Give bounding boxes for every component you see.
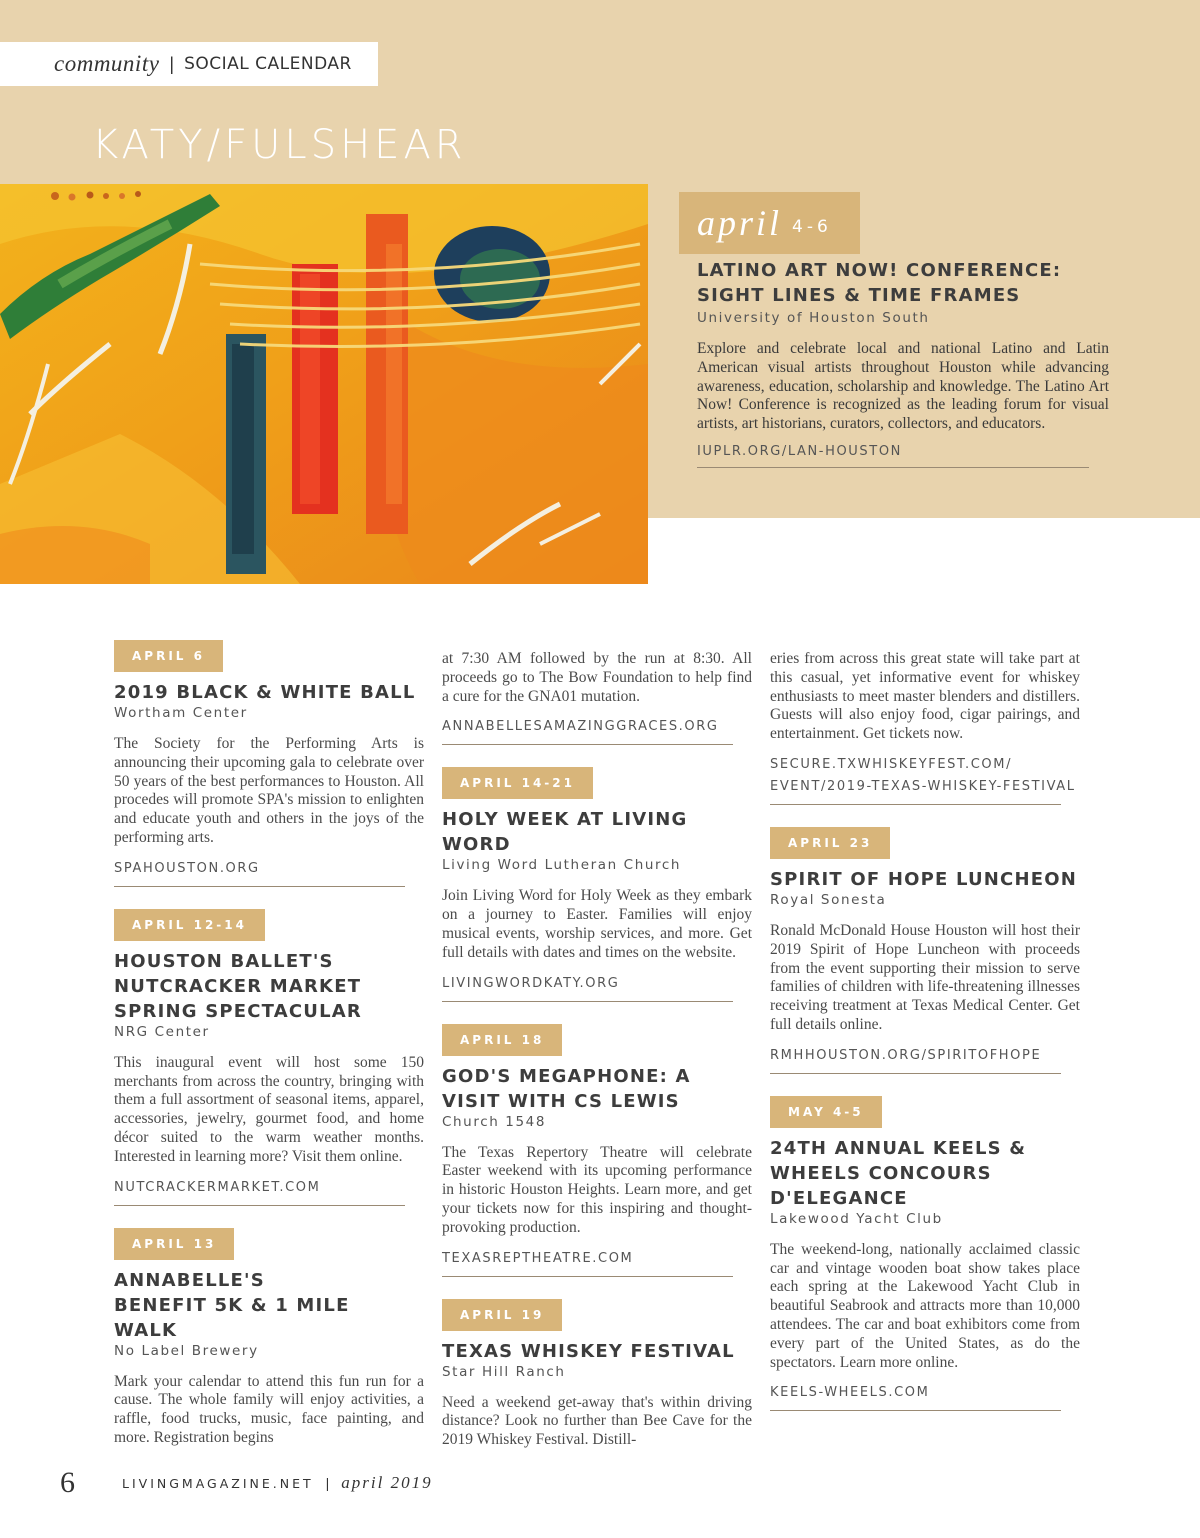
divider <box>770 804 1061 805</box>
event-venue: No Label Brewery <box>114 1342 259 1359</box>
event-venue: Star Hill Ranch <box>442 1363 566 1380</box>
event-nutcracker-market <box>114 909 424 1206</box>
featured-event <box>697 258 1109 468</box>
event-venue: NRG Center <box>114 1023 210 1040</box>
feature-title-line1: LATINO ART NOW! CONFERENCE: <box>697 260 1062 281</box>
feature-description: Explore and celebrate local and national Latino and Latin American visual artists throughout Houston while advancing awareness, education, scholarship and knowledge. The Latino Art Now! Conference is recognized as the leading forum for visual artists, art historians, curators, collectors, and educators. <box>697 340 1109 433</box>
feature-date-badge <box>679 192 860 254</box>
event-link-line1[interactable]: SECURE.TXWHISKEYFEST.COM/ <box>770 756 1013 772</box>
event-gods-megaphone <box>442 1024 752 1277</box>
event-title: SPIRIT OF HOPE LUNCHEON <box>770 868 1077 890</box>
feature-title-line2: SIGHT LINES & TIME FRAMES <box>697 285 1021 306</box>
event-description: Join Living Word for Holy Week as they embark on a journey to Easter. Families will enjoy musical events, worship services, and more. Get full details with dates and times on the website. <box>442 887 752 961</box>
event-keels-wheels <box>770 1096 1080 1412</box>
divider <box>770 1073 1061 1074</box>
event-title: HOUSTON BALLET'S NUTCRACKER MARKET SPRING SPECTACULAR <box>114 950 362 1022</box>
feature-month: april <box>697 203 783 243</box>
event-date-badge: APRIL 23 <box>770 827 890 859</box>
event-venue: Royal Sonesta <box>770 891 887 908</box>
event-title: GOD'S MEGAPHONE: A VISIT WITH CS LEWIS <box>442 1065 691 1112</box>
feature-link[interactable]: IUPLR.ORG/LAN-HOUSTON <box>697 443 902 459</box>
section-divider: | <box>169 53 175 74</box>
event-date-badge: APRIL 12-14 <box>114 909 265 941</box>
event-date-badge: APRIL 19 <box>442 1299 562 1331</box>
divider <box>114 1205 405 1206</box>
section-tab <box>0 42 378 86</box>
event-title: ANNABELLE'S BENEFIT 5K & 1 MILE WALK <box>114 1269 350 1341</box>
page-footer <box>60 1466 433 1500</box>
divider <box>697 467 1089 468</box>
event-spirit-of-hope <box>770 827 1080 1074</box>
event-description: Ronald McDonald House Houston will host their 2019 Spirit of Hope Luncheon with proceeds from the event supporting their mission to serve families of children with life-threatening illnesses receiving treatment at Texas Medical Center. Get full details online. <box>770 921 1080 1033</box>
event-title: HOLY WEEK AT LIVING WORD <box>442 809 688 856</box>
page-number: 6 <box>60 1466 75 1499</box>
event-link[interactable]: LIVINGWORDKATY.ORG <box>442 975 620 991</box>
event-venue: Lakewood Yacht Club <box>770 1210 943 1227</box>
feature-title <box>697 258 1109 308</box>
event-description: This inaugural event will host some 150 merchants from across the country, bringing with them a full assortment of seasonal items, apparel, accessories, jewelry, gourmet food, and home décor suited to the warm weather months. Interested in learning more? Visit them online. <box>114 1053 424 1165</box>
event-annabelles-5k-continued <box>442 650 752 745</box>
event-description: The Texas Repertory Theatre will celebrate Easter weekend with its upcoming performance in historic Houston Heights. Learn more, and get your tickets now for this inspiring and thought-provoking production. <box>442 1143 752 1236</box>
event-description: The Society for the Performing Arts is announcing their upcoming gala to celebrate over 50 years of the best performances to Houston. All procedes will promote SPA's mission to enlighten and educate youth and others in the joys of the performing arts. <box>114 735 424 846</box>
feature-days: 4-6 <box>792 217 832 237</box>
event-texas-whiskey-festival <box>442 1299 752 1450</box>
event-description-continued: at 7:30 AM followed by the run at 8:30. All proceeds go to The Bow Foundation to help find a cure for the GNA01 mutation. <box>442 650 752 705</box>
footer-issue: april 2019 <box>341 1473 433 1492</box>
divider <box>114 886 405 887</box>
section-label: community <box>54 51 160 76</box>
event-link-line2[interactable]: EVENT/2019-TEXAS-WHISKEY-FESTIVAL <box>770 778 1076 794</box>
event-description: Need a weekend get-away that's within driving distance? Look no further than Bee Cave for the 2019 Whiskey Festival. Distill- <box>442 1393 752 1449</box>
hero-artwork-image <box>0 184 648 584</box>
event-black-white-ball <box>114 640 424 887</box>
divider <box>770 1410 1061 1411</box>
event-title: 2019 BLACK & WHITE BALL <box>114 682 416 703</box>
event-link[interactable]: ANNABELLESAMAZINGGRACES.ORG <box>442 719 719 735</box>
event-link[interactable]: KEELS-WHEELS.COM <box>770 1385 930 1401</box>
footer-divider: | <box>325 1475 330 1491</box>
event-description-continued: eries from across this great state will take part at this casual, yet informative event for whiskey enthusiasts to meet master blenders and distillers. Guests will also enjoy food, cigar pairings, and entertainment. Get tickets now. <box>770 650 1080 743</box>
divider <box>442 1001 733 1002</box>
subsection-label: SOCIAL CALENDAR <box>184 54 352 74</box>
divider <box>442 744 733 745</box>
event-title: 24TH ANNUAL KEELS & WHEELS CONCOURS D'ELEGANCE <box>770 1137 1027 1209</box>
event-holy-week <box>442 767 752 1001</box>
event-date-badge: APRIL 13 <box>114 1228 234 1260</box>
event-annabelles-5k <box>114 1228 424 1448</box>
event-date-badge: MAY 4-5 <box>770 1096 882 1128</box>
event-link[interactable]: SPAHOUSTON.ORG <box>114 860 260 876</box>
event-venue: Church 1548 <box>442 1113 547 1130</box>
event-date-badge: APRIL 18 <box>442 1024 562 1056</box>
event-link[interactable]: TEXASREPTHEATRE.COM <box>442 1250 634 1266</box>
feature-venue: University of Houston South <box>697 310 930 326</box>
event-link[interactable] <box>770 754 1080 798</box>
events-column-2 <box>442 650 752 1472</box>
footer-site[interactable]: LIVINGMAGAZINE.NET <box>122 1475 314 1491</box>
events-column-1 <box>114 640 424 1470</box>
event-venue: Wortham Center <box>114 705 248 721</box>
event-link[interactable]: NUTCRACKERMARKET.COM <box>114 1179 321 1195</box>
event-date-badge: APRIL 6 <box>114 640 223 672</box>
divider <box>442 1276 733 1277</box>
event-link[interactable]: RMHHOUSTON.ORG/SPIRITOFHOPE <box>770 1047 1042 1063</box>
event-date-badge: APRIL 14-21 <box>442 767 593 799</box>
event-title: TEXAS WHISKEY FESTIVAL <box>442 1340 735 1362</box>
event-venue: Living Word Lutheran Church <box>442 857 682 874</box>
region-title: KATY/FULSHEAR <box>92 122 467 168</box>
event-description: Mark your calendar to attend this fun run for a cause. The whole family will enjoy activities, a raffle, food trucks, music, face painting, and more. Registration begins <box>114 1372 424 1446</box>
events-column-3 <box>770 650 1080 1433</box>
event-texas-whiskey-festival-continued <box>770 650 1080 805</box>
event-description: The weekend-long, nationally acclaimed classic car and vintage wooden boat show takes place each spring at the Lakewood Yacht Club in beautiful Seabrook and attracts more than 10,000 attendees. The car and boat exhibitors come from every part of the United States, as do the spectators. Learn more online. <box>770 1240 1080 1371</box>
